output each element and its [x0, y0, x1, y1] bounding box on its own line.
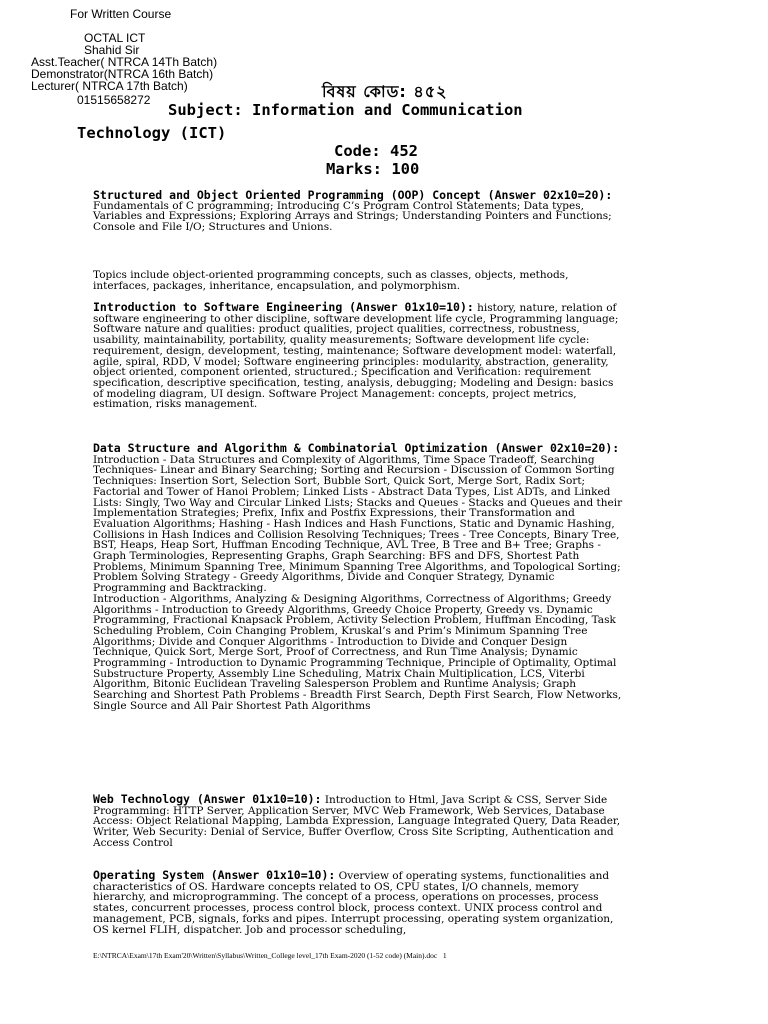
section-body-2: Introduction - Algorithms, Analyzing & Designing Algorithms, Correctness of Algorithms; Greedy Algorithms - Introduction to Greedy Algorithms, Greedy Choice Property, Greedy vs. Dynamic Programming, Fractional Knapsack Problem, Activity Selection Problem, Huffman Encoding, Task Scheduling Problem, Coin Changing Problem, Kruskal’s and Prim’s Minimum Spanning Tree Algorithms; Divide and Conquer Algorithms - Introduction to Divide and Conquer Design Technique, Quick Sort, Merge Sort, Proof of Correctness, and Run Time Analysis; Dynamic Programming - Introduction to Dynamic Programming Technique, Principle of Optimality, Optimal Substructure Property, Assembly Line Scheduling, Matrix Chain Multiplication, LCS, Viterbi Algorithm, Bitonic Euclidean Traveling Salesperson Problem and Runtime Analysis; Graph Searching and Shortest Path Problems - Breadth First Search, Depth First Search, Flow Networks, Single Source and All Pair Shortest Path Algorithms: [93, 592, 622, 712]
phone-number: 01515658272: [77, 93, 151, 107]
subject-marks: Marks: 100: [326, 160, 420, 178]
teacher-name: Shahid Sir: [84, 43, 140, 57]
section-body: Topics include object-oriented programming concepts, such as classes, objects, methods, interfaces, packages, inheritance, encapsulation, and polymorphism.: [93, 269, 569, 292]
designation-line-1: Asst.Teacher( NTRCA 14Th Batch): [31, 55, 218, 69]
section-heading: Data Structure and Algorithm & Combinatorial Optimization (Answer 02x10=20):: [93, 441, 620, 455]
section-web-technology: [93, 794, 623, 849]
section-heading: Introduction to Software Engineering (Answer 01x10=10):: [93, 300, 474, 314]
subject-title-line-1: Subject: Information and Communication: [168, 101, 523, 119]
course-label: For Written Course: [70, 7, 172, 21]
section-software-engineering: [93, 302, 623, 410]
section-data-structure: [93, 443, 623, 712]
section-operating-system: [93, 870, 623, 935]
section-body: Introduction - Data Structures and Complexity of Algorithms, Time Space Tradeoff, Searching Techniques- Linear and Binary Searching; Sorting and Recursion - Discussion of Common Sorting Techniques: Insertion Sort, Selection Sort, Bubble Sort, Quick Sort, Merge Sort, Radix Sort; Factorial and Tower of Hanoi Problem; Linked Lists - Abstract Data Types, List ADTs, and Linked Lists: Singly, Two Way and Circular Linked Lists; Stacks and Queues - Stacks and Queues and their Implementation Strategies; Prefix, Infix and Postfix Expressions, their Transformation and Evaluation Algorithms; Hashing - Hash Indices and Hash Functions, Static and Dynamic Hashing, Collisions in Hash Indices and Collision Resolving Techniques; Trees - Tree Concepts, Binary Tree, BST, Heaps, Heap Sort, Huffman Encoding Technique, AVL Tree, B Tree and B+ Tree; Graphs - Graph Terminologies, Representing Graphs, Graph Searching: BFS and DFS, Shortest Path Problems, Minimum Spanning Tree, Minimum Spanning Tree Algorithms, and Topological Sorting; Problem Solving Strategy - Greedy Algorithms, Divide and Conquer Strategy, Dynamic Programming and Backtracking.: [93, 453, 623, 595]
subject-title-line-2: Technology (ICT): [77, 124, 227, 142]
section-body: Introduction to Html, Java Script & CSS, Server Side Programming: HTTP Server, Application Server, MVC Web Framework, Web Services, Database Access: Object Relational Mapping, Lambda Expression, Language Integrated Query, Data Reader, Writer, Web Security: Denial of Service, Buffer Overflow, Cross Site Scripting, Authentication and Access Control: [93, 794, 621, 849]
section-heading: Operating System (Answer 01x10=10):: [93, 868, 336, 882]
section-body: Overview of operating systems, functionalities and characteristics of OS. Hardware concepts related to OS, CPU states, I/O channels, memory hierarchy, and microprogramming. The concept of a process, operations on processes, process states, concurrent processes, process control block, process context. UNIX process control and management, PCB, signals, forks and pipes. Interrupt processing, operating system organization, OS kernel FLIH, dispatcher. Job and processor scheduling,: [93, 870, 614, 936]
section-oop: [93, 190, 623, 233]
org-name: OCTAL ICT: [84, 31, 146, 45]
designation-line-3: Lecturer( NTRCA 17th Batch): [31, 79, 188, 93]
subject-code: Code: 452: [334, 142, 418, 160]
footer-page-number: 1: [442, 951, 447, 960]
section-heading: Structured and Object Oriented Programming (OOP) Concept (Answer 02x10=20):: [93, 188, 613, 202]
section-heading: Web Technology (Answer 01x10=10):: [93, 792, 322, 806]
footer-path: E:\NTRCA\Exam\17th Exam'20\Written\Syllabus\Written_College level_17th Exam-2020 (1-52 code) (Main).doc: [93, 951, 438, 960]
designation-line-2: Demonstrator(NTRCA 16th Batch): [31, 67, 214, 81]
section-oop-extra: [93, 270, 623, 291]
footer-file-path: [93, 951, 447, 960]
section-body: history, nature, relation of software engineering to other discipline, software development life cycle, Programming language; Software nature and qualities: product qualities, project qualities, correctness, robustness, usability, maintainability, portability, quality measurements; Software development life cycle: requirement, design, development, testing, maintenance; Software development model: waterfall, agile, spiral, RDD, V model; Software engineering principles: modularity, abstraction, generality, object oriented, component oriented, structured.; Specification and Verification: requirement specification, descriptive specification, testing, analysis, debugging; Modeling and Design: basics of modeling diagram, UI design. Software Project Management: concepts, project metrics, estimation, risks management.: [93, 302, 619, 411]
bangla-subject-code: বিষয় কোড: ৪৫২: [322, 82, 448, 101]
section-body: Fundamentals of C programming; Introducing C’s Program Control Statements; Data types, Variables and Expressions; Exploring Arrays and Strings; Understanding Pointers and Functions; Console and File I/O; Structures and Unions.: [93, 199, 612, 234]
